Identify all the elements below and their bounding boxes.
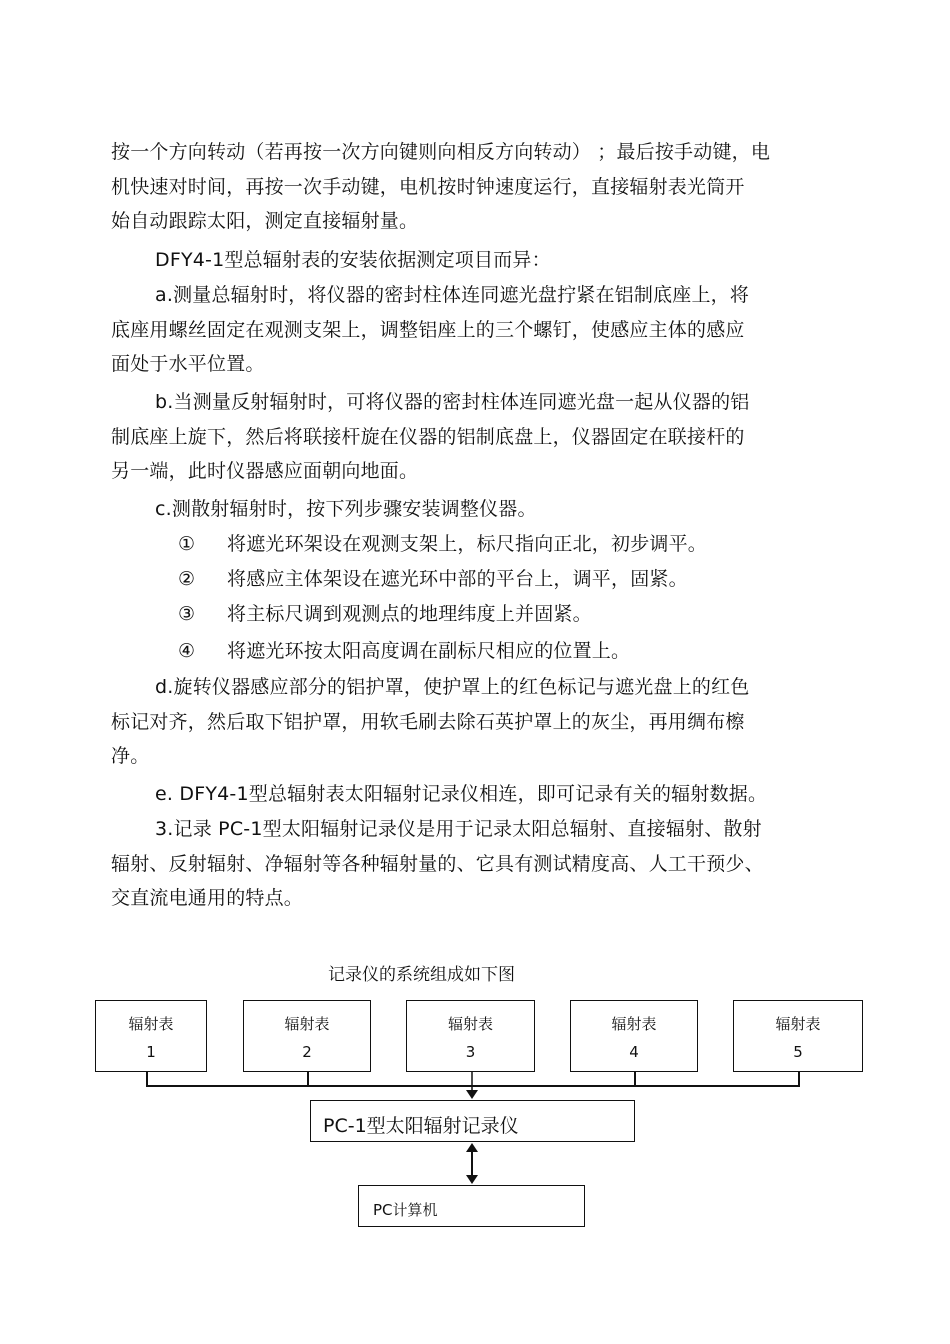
text-line: b.当测量反射辐射时，可将仪器的密封柱体连同遮光盘一起从仪器的铝 <box>155 391 750 413</box>
text-line: 始自动跟踪太阳，测定直接辐射量。 <box>111 210 419 232</box>
text-line: d.旋转仪器感应部分的铝护罩，使护罩上的红色标记与遮光盘上的红色 <box>155 676 750 698</box>
sensor-box-1 <box>95 1000 207 1072</box>
text-line: 按一个方向转动（若再按一次方向键则向相反方向转动） ；最后按手动键，电 <box>111 141 771 163</box>
computer-box <box>358 1185 585 1227</box>
sensor-label: 辐射表 <box>284 1015 330 1033</box>
text-line: 交直流电通用的特点。 <box>111 887 304 909</box>
step-text: 将遮光环架设在观测支架上，标尺指向正北，初步调平。 <box>227 533 708 555</box>
text-line: 净。 <box>111 745 150 767</box>
text-line: e. DFY4-1型总辐射表太阳辐射记录仪相连，即可记录有关的辐射数据。 <box>155 783 768 805</box>
text-line: c.测散射辐射时，按下列步骤安装调整仪器。 <box>155 498 537 520</box>
step-text: 将主标尺调到观测点的地理纬度上并固紧。 <box>227 603 592 625</box>
sensor-box-3 <box>406 1000 535 1072</box>
diagram-title: 记录仪的系统组成如下图 <box>328 965 515 985</box>
sensor-number: 4 <box>629 1043 639 1061</box>
sensor-number: 3 <box>465 1043 476 1061</box>
text-line: 标记对齐，然后取下铝护罩，用软毛刷去除石英护罩上的灰尘，再用绸布檫 <box>111 711 745 733</box>
down-arrow-icon <box>462 1072 482 1100</box>
step-number: ④ <box>178 640 196 662</box>
sensor-label: 辐射表 <box>447 1015 493 1033</box>
sensor-number: 2 <box>302 1043 312 1061</box>
step-text: 将感应主体架设在遮光环中部的平台上，调平，固紧。 <box>227 568 688 590</box>
connector-line <box>146 1072 148 1086</box>
text-line: a.测量总辐射时，将仪器的密封柱体连同遮光盘拧紧在铝制底座上，将 <box>155 284 750 306</box>
step-text: 将遮光环按太阳高度调在副标尺相应的位置上。 <box>227 640 631 662</box>
text-line: DFY4-1型总辐射表的安装依据测定项目而异： <box>155 249 551 271</box>
text-line: 另一端，此时仪器感应面朝向地面。 <box>111 460 419 482</box>
step-number: ② <box>178 568 196 590</box>
sensor-number: 1 <box>146 1043 156 1061</box>
text-line: 辐射、反射辐射、净辐射等各种辐射量的、它具有测试精度高、人工干预少、 <box>111 853 764 875</box>
connector-line <box>798 1072 800 1086</box>
sensor-label: 辐射表 <box>128 1015 174 1033</box>
text-line: 3.记录 PC-1型太阳辐射记录仪是用于记录太阳总辐射、直接辐射、散射 <box>155 818 762 840</box>
recorder-label: PC-1型太阳辐射记录仪 <box>323 1115 519 1137</box>
text-line: 制底座上旋下，然后将联接杆旋在仪器的铝制底盘上，仪器固定在联接杆的 <box>111 426 745 448</box>
connector-line <box>634 1072 636 1086</box>
recorder-box <box>310 1100 635 1142</box>
bidirectional-arrow-icon <box>462 1142 482 1186</box>
sensor-box-4 <box>570 1000 698 1072</box>
text-line: 面处于水平位置。 <box>111 353 265 375</box>
step-number: ③ <box>178 603 196 625</box>
sensor-box-5 <box>733 1000 863 1072</box>
sensor-label: 辐射表 <box>775 1015 821 1033</box>
connector-line <box>307 1072 309 1086</box>
computer-label: PC计算机 <box>373 1201 438 1219</box>
text-line: 机快速对时间，再按一次手动键，电机按时钟速度运行，直接辐射表光筒开 <box>111 176 745 198</box>
sensor-box-2 <box>243 1000 371 1072</box>
sensor-number: 5 <box>793 1043 803 1061</box>
sensor-label: 辐射表 <box>611 1015 657 1033</box>
text-line: 底座用螺丝固定在观测支架上，调整铝座上的三个螺钉，使感应主体的感应 <box>111 319 745 341</box>
step-number: ① <box>178 533 196 555</box>
